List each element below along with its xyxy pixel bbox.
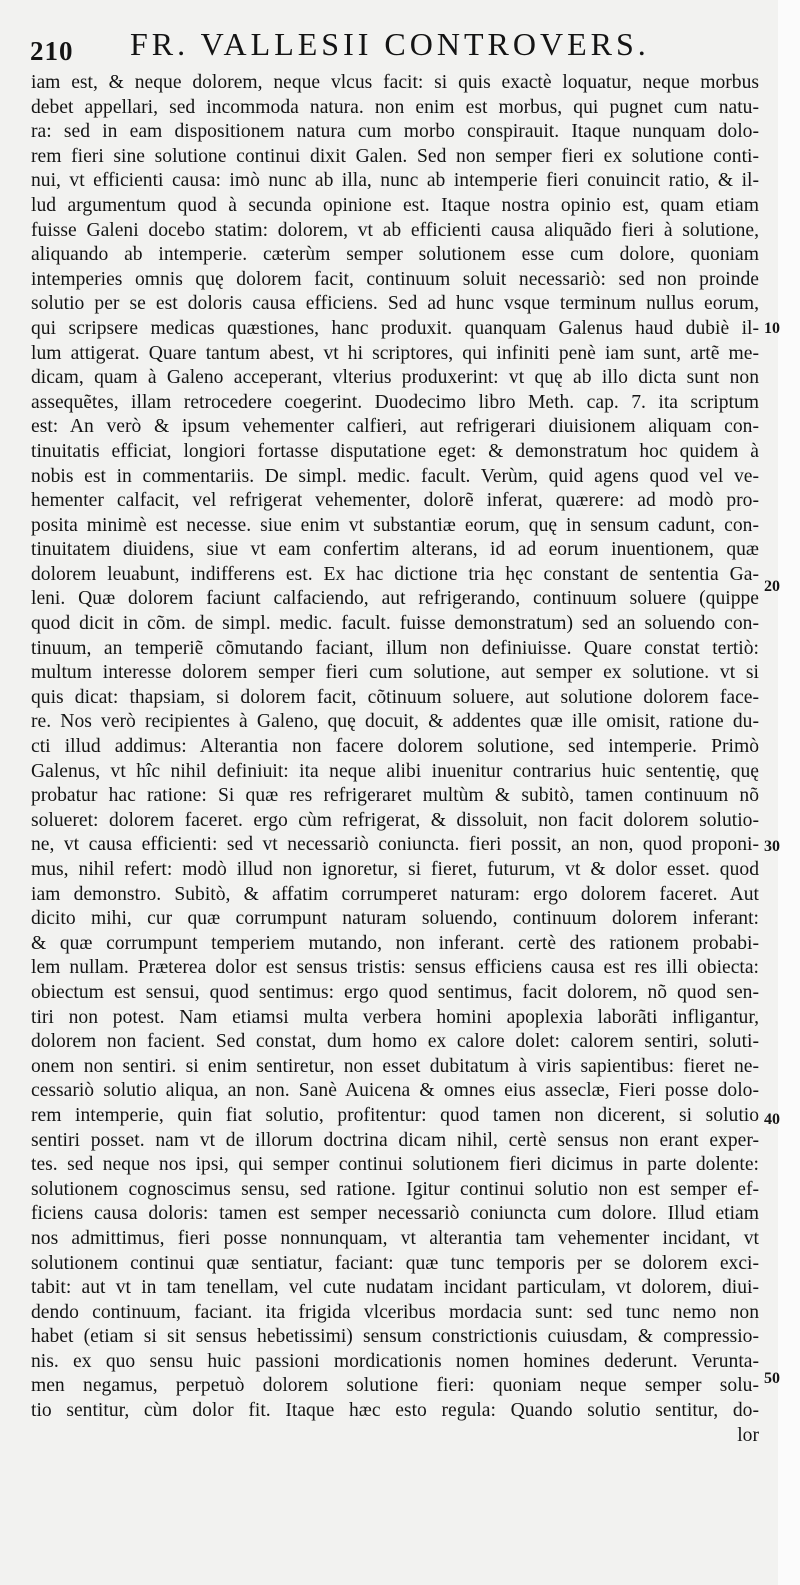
text-line: lem nullam. Præterea dolor est sensus tristis: sensus efficiens causa est res illi obiecta:: [31, 957, 759, 979]
text-line: probatur hac ratione: Si quæ res refrigeraret multùm & subitò, tamen continuum nõ: [31, 785, 759, 807]
text-line: nui, vt efficienti causa: imò nunc ab illa, nunc ab intemperie fieri conuincit ratio, & il-: [31, 170, 759, 192]
text-line: dicito mihi, cur quæ corrumpunt naturam soluendo, continuum dolorem inferant:: [31, 908, 759, 930]
text-line: nis. ex quo sensu huic passioni mordicationis nomen homines dederunt. Verunta-: [31, 1350, 759, 1372]
margin-line-number: 40: [764, 1111, 780, 1128]
margin-line-number: 50: [764, 1370, 780, 1387]
text-line: men negamus, perpetuò dolorem solutione fieri: quoniam neque semper solu-: [31, 1375, 759, 1397]
text-line: solutio per se est doloris causa efficiens. Sed ad hunc vsque terminum nullus eorum,: [31, 293, 759, 315]
text-line: tinuitatis efficiat, longiori fortasse disputatione eget: & demonstratum hoc quidem à: [31, 440, 759, 462]
text-line: quod dicit in cõm. de simpl. medic. facult. fuisse demonstratum) sed an soluendo con-: [31, 613, 759, 635]
text-line: intemperies omnis quę dolorem facit, continuum soluit necessariò: sed non proinde: [31, 268, 759, 290]
text-line: tinuum, an temperiẽ cõmutando faciant, illum non definiuisse. Quare constat tertiò:: [31, 637, 759, 659]
text-line: tio sentitur, cùm dolor fit. Itaque hæc esto regula: Quando solutio sentitur, do-: [31, 1400, 759, 1422]
text-line: Galenus, vt hîc nihil definiuit: ita neque alibi inuenitur contrarius huic sententię, quę: [31, 760, 759, 782]
text-line: & quæ corrumpunt temperiem mutando, non inferant. certè des rationem probabi-: [31, 932, 759, 954]
margin-line-number: 30: [764, 838, 780, 855]
text-line: dicam, quam à Galeno acceperant, vlterius produxerint: vt quę ab illo dicta sunt non: [31, 367, 759, 389]
text-line: dendo continuum, faciant. ita frigida vlceribus mordacia sunt: sed tunc nemo non: [31, 1301, 759, 1323]
text-line: hementer calfacit, vel refrigerat vehementer, dolorẽ inferat, quærere: ad modò pro-: [31, 490, 759, 512]
text-line: solutionem continui quæ sentiatur, faciant: quæ tunc temporis per se dolorem exci-: [31, 1252, 759, 1274]
text-line: re. Nos verò recipientes à Galeno, quę docuit, & addentes quæ ille omisit, ratione du-: [31, 711, 759, 733]
text-line: multum interesse dolorem semper fieri cum solutione, aut semper ex solutione. vt si: [31, 662, 759, 684]
text-line: est: An verò & ipsum vehementer calfieri, aut refrigerari diuisionem aliquam con-: [31, 416, 759, 438]
page-number: 210: [30, 36, 74, 66]
text-line: cti illud addimus: Alterantia non facere dolorem solutione, sed intemperie. Primò: [31, 736, 759, 758]
text-line: sentiri posset. nam vt de illorum doctrina dicam nihil, certè sensus non erant exper-: [31, 1129, 759, 1151]
text-line: iam demonstro. Subitò, & affatim corrumperet naturam: ergo dolorem faceret. Aut: [31, 883, 759, 905]
text-line: quis dicat: thapsiam, si dolorem facit, cõtinuum soluere, aut solutione dolorem face-: [31, 686, 759, 708]
body-text: [31, 71, 759, 1448]
text-line: habet (etiam si sit sensus hebetissimi) sensum constrictionis cuiusdam, & compressio-: [31, 1326, 759, 1348]
page-edge: [778, 0, 800, 1585]
text-line: rem fieri sine solutione continui dixit Galen. Sed non semper fieri ex solutione conti-: [31, 145, 759, 167]
text-line: leni. Quæ dolorem faciunt calfaciendo, aut refrigerando, continuum soluere (quippe: [31, 588, 759, 610]
text-line: rem intemperie, quin fiat solutio, profitentur: quod tamen non dicerent, si solutio: [31, 1104, 759, 1126]
text-line: posita minimè est necesse. siue enim vt substantiæ eorum, quę in sensum cadunt, con-: [31, 514, 759, 536]
text-line: ficiens causa doloris: tamen est semper necessariò coniuncta cum dolore. Illud etiam: [31, 1203, 759, 1225]
text-line: fuisse Galeni docebo statim: dolorem, vt ab efficienti causa aliquãdo fieri à solutione,: [31, 219, 759, 241]
text-line: nos admittimus, fieri posse nonnunquam, vt alterantia tam vehementer incidant, vt: [31, 1227, 759, 1249]
text-line: ra: sed in eam dispositionem natura cum morbo conspirauit. Itaque nunquam dolo-: [31, 121, 759, 143]
text-line: debet appellari, sed incommoda natura. non enim est morbus, qui pugnet cum natu-: [31, 96, 759, 118]
text-line: ne, vt causa efficienti: sed vt necessariò coniuncta. fieri possit, an non, quod proponi-: [31, 834, 759, 856]
margin-line-number: 20: [764, 578, 780, 595]
text-line: dolorem leuabunt, indifferens est. Ex hac dictione tria hęc constant de sententia Ga-: [31, 563, 759, 585]
running-head: FR. VALLESII CONTROVERS.: [130, 26, 650, 62]
text-line: assequẽtes, illam retrocedere coegerint. Duodecimo libro Meth. cap. 7. ita scriptum: [31, 391, 759, 413]
text-line: obiectum est sensui, quod sentimus: ergo quod sentimus, facit dolorem, nõ quod sen-: [31, 981, 759, 1003]
text-line: lum attigerat. Quare tantum abest, vt hi scriptores, qui infiniti penè iam sunt, artẽ me-: [31, 342, 759, 364]
text-line: tabit: aut vt in tam tenellam, vel cute nudatam incidant particulam, vt dolorem, diui-: [31, 1277, 759, 1299]
text-line: tiri non potest. Nam etiamsi multa verbera homini apoplexia laborãti infligantur,: [31, 1006, 759, 1028]
text-line: onem non sentiri. si enim sentiretur, non esset dubitatum à viris sapientibus: fieret ne-: [31, 1055, 759, 1077]
text-line: aliquando ab intemperie. cæterùm semper solutionem esse cum dolore, quoniam: [31, 244, 759, 266]
text-line: mus, nihil refert: modò illud non ignoretur, si fieret, futurum, vt & dolor esset. quod: [31, 859, 759, 880]
text-line: qui scripsere medicas quæstiones, hanc produxit. quanquam Galenus haud dubiè il-: [31, 317, 759, 339]
text-line: solueret: dolorem faceret. ergo cùm refrigerat, & dissoluit, non facit dolorem solutio-: [31, 809, 759, 831]
text-line: tes. sed neque nos ipsi, qui semper continui solutionem fieri dicimus in parte dolente:: [31, 1154, 759, 1176]
text-line: cessariò solutio aliqua, an non. Sanè Auicena & omnes eius asseclæ, Fieri posse dolo-: [31, 1080, 759, 1102]
text-line: tinuitatem diuidens, siue vt eam confertim alterans, id ad eorum inuentionem, quæ: [31, 539, 759, 561]
text-line: lor: [737, 1424, 759, 1446]
text-line: solutionem cognoscimus sensu, sed ratione. Igitur continui solutio non est semper ef-: [31, 1178, 759, 1200]
text-line: iam est, & neque dolorem, neque vlcus facit: si quis exactè loquatur, neque morbus: [31, 72, 759, 93]
margin-line-number: 10: [764, 320, 780, 337]
text-line: lud argumentum quod à secunda opinione est. Itaque nostra opinio est, quam etiam: [31, 194, 759, 216]
text-line: nobis est in commentariis. De simpl. medic. facult. Verùm, quid agens quod vel ve-: [31, 465, 759, 487]
text-line: dolorem non facient. Sed constat, dum homo ex calore dolet: calorem sentiri, soluti-: [31, 1031, 759, 1053]
